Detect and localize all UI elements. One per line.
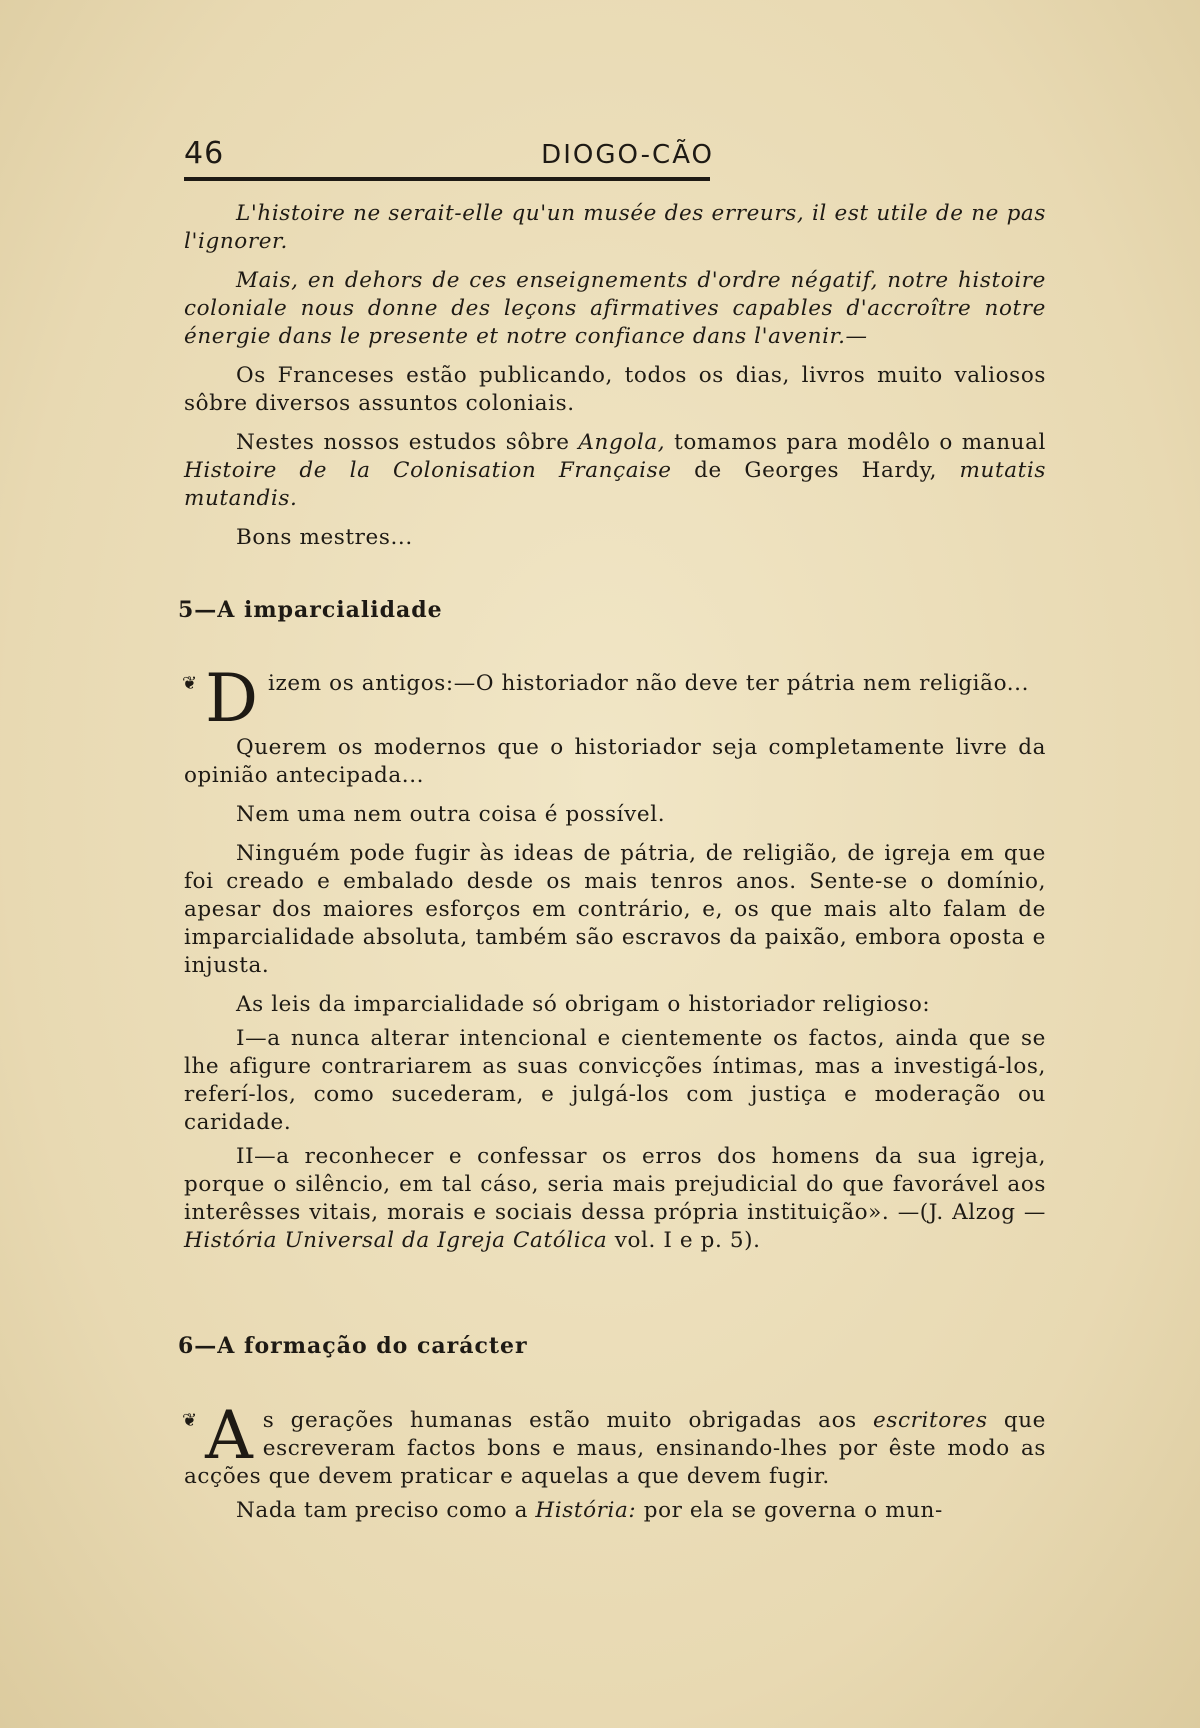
text-run-historia: História: bbox=[535, 1498, 637, 1523]
dropcap-a: A bbox=[205, 1397, 253, 1474]
paragraph-franceses: Os Franceses estão publicando, todos os dias, livros muito valiosos sôbre diversos assuntos coloniais. bbox=[184, 363, 1046, 416]
page-header bbox=[184, 136, 714, 176]
text-run-escritores: escritores bbox=[873, 1408, 988, 1433]
french-quote-1: L'histoire ne serait-elle qu'un musée des erreurs, il est utile de ne pas l'ignorer. bbox=[184, 201, 1046, 254]
paragraph-rule-1: I—a nunca alterar intencional e cientemente os factos, ainda que se lhe afigure contrariarem as suas convicções íntimas, mas a investigá-los, referí-los, como sucederam, e julgá-los com justiça e moderação ou caridade. bbox=[184, 1026, 1046, 1135]
text-run: que escreveram factos bons e maus, ensinando-lhes por êste modo as acções que devem praticar e aquelas a que devem fugir. bbox=[184, 1408, 1046, 1489]
intro-text bbox=[184, 200, 1046, 552]
page-number: 46 bbox=[184, 136, 225, 171]
paragraph-dizem: izem os antigos:—O historiador não deve ter pátria nem religião... bbox=[268, 671, 1030, 696]
section-5-text bbox=[182, 660, 1046, 1255]
text-run: Nada tam preciso como a bbox=[236, 1498, 536, 1523]
paragraph-bons-mestres: Bons mestres... bbox=[236, 525, 413, 550]
ornament-icon: ❦ bbox=[182, 673, 198, 694]
running-title: DIOGO-CÃO bbox=[541, 140, 714, 170]
paragraph-rule-2 bbox=[184, 1143, 1046, 1255]
book-title-alzog: História Universal da Igreja Católica bbox=[184, 1228, 608, 1253]
paragraph-ninguem: Ninguém pode fugir às ideas de pátria, de religião, de igreja em que foi creado e embalado desde os mais tenros anos. Sente-se o domínio, apesar dos maiores esforços em contrário, e, os que mais alto falam de imparcialidade absoluta, também são escravos da paixão, embora oposta e injusta. bbox=[184, 841, 1046, 978]
paragraph-geracoes bbox=[184, 1397, 1046, 1491]
section-heading-5: 5—A imparcialidade bbox=[178, 597, 443, 623]
text-run: II—a reconhecer e confessar os erros dos homens da sua igreja, porque o silêncio, em tal cáso, seria mais prejudicial do que favorável aos interêsses vitais, morais e sociais dessa própria instituição». —(J. Alzog — bbox=[184, 1144, 1046, 1225]
text-run: Nestes nossos estudos sôbre bbox=[236, 430, 579, 455]
text-run: tomamos para modêlo o manual bbox=[665, 430, 1046, 455]
paragraph-nada-tam bbox=[184, 1497, 1046, 1525]
text-run: s gerações humanas estão muito obrigadas aos bbox=[262, 1408, 874, 1433]
text-run-angola: Angola, bbox=[578, 430, 666, 455]
paragraph-querem: Querem os modernos que o historiador seja completamente livre da opinião antecipada... bbox=[184, 735, 1046, 788]
section-6-text bbox=[182, 1397, 1046, 1525]
ornament-icon: ❦ bbox=[182, 1410, 198, 1431]
header-rule bbox=[184, 177, 710, 181]
book-title: Histoire de la Colonisation Française bbox=[184, 458, 672, 483]
paragraph-nestes bbox=[184, 429, 1046, 513]
text-run: por ela se governa o mun- bbox=[636, 1498, 943, 1523]
text-run-mutatis: mutatis mutandis. bbox=[184, 458, 1046, 511]
paragraph-leis: As leis da imparcialidade só obrigam o historiador religioso: bbox=[236, 992, 931, 1017]
dropcap-d: D bbox=[205, 660, 259, 737]
french-quote-2: Mais, en dehors de ces enseignements d'ordre négatif, notre histoire coloniale nous donne des leçons afirmatives capables d'accroître notre énergie dans le presente et notre confiance dans l'avenir.— bbox=[184, 268, 1046, 349]
paragraph-nem-uma: Nem uma nem outra coisa é possível. bbox=[236, 802, 666, 827]
section-heading-6: 6—A formação do carácter bbox=[178, 1333, 528, 1359]
text-run: de Georges Hardy, bbox=[671, 458, 960, 483]
text-run: vol. I e p. 5). bbox=[607, 1228, 761, 1253]
